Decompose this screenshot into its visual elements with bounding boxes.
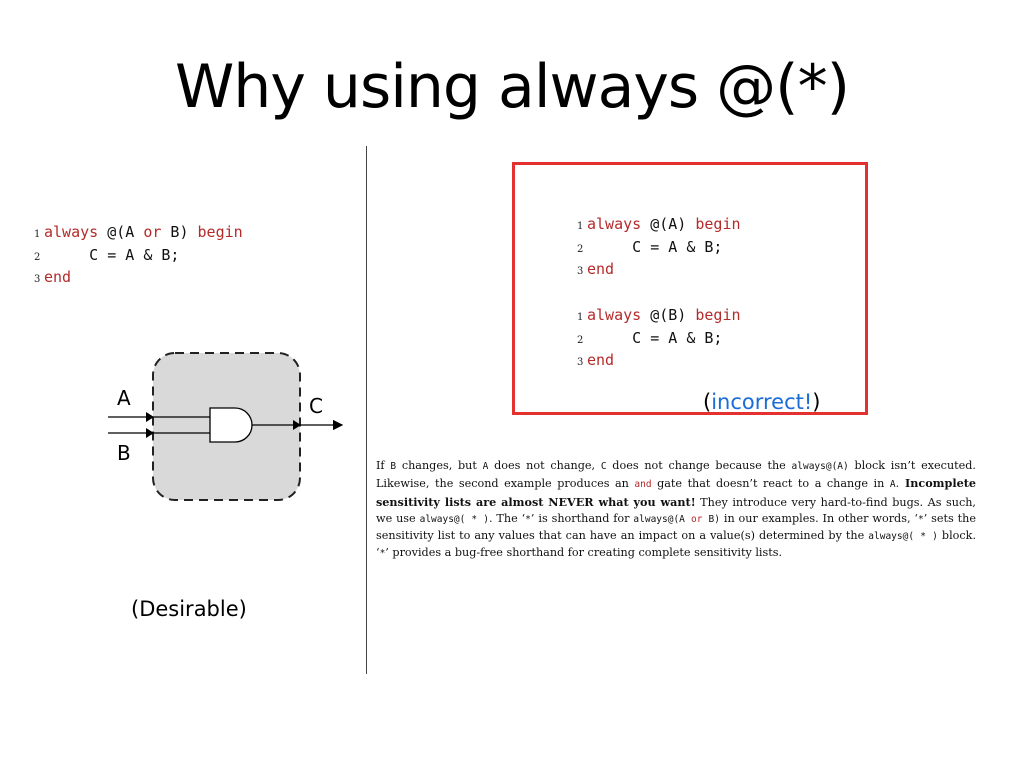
line-number: 2 [577,334,584,346]
explanation-paragraph [376,458,976,563]
input-label-a: A [117,386,131,410]
code-keyword: and [634,479,652,491]
bold-warning: Incomplete sensitivity lists are almost NEVER what you want! [376,476,976,509]
keyword: always [587,306,642,324]
keyword: begin [695,215,741,233]
line-number: 3 [577,266,584,277]
code-line-3 [577,258,741,281]
keyword: end [587,351,615,369]
keyword: always [587,215,642,233]
code-token: C [600,461,607,472]
code-text: @(A [98,223,144,241]
text: ’ is shorthand for [530,511,634,525]
keyword: begin [197,223,243,241]
code-token: * [917,513,924,525]
code-text: B) [161,223,198,241]
line-number: 1 [577,221,584,232]
code-text: C = A & B; [44,245,180,264]
code-token: * [379,548,386,560]
code-text: @(A) [641,215,696,233]
code-line-3 [34,266,243,289]
code-token: always@(A [633,513,691,525]
line-number: 2 [34,251,41,263]
and-gate [210,408,252,442]
incorrect-example-box [512,162,868,415]
slide-title: Why using always @(*) [174,52,849,122]
right-code-block-1 [577,213,741,281]
text: does not change because the [606,459,792,472]
text: gate that doesn’t react to a change in [651,477,890,491]
line-number: 1 [34,229,41,240]
code-line-3 [577,349,741,372]
code-keyword: or [690,513,703,525]
code-token: B) [702,513,720,525]
code-token: B [390,461,397,472]
code-token: always@(A) [791,461,849,472]
text: ’ provides a bug-free shorthand for creating complete sensitivity lists. [385,546,783,560]
text: Likewise, the second example produces an [376,477,635,491]
keyword: end [587,260,615,278]
code-token: A [889,479,896,491]
code-line-1 [34,221,243,244]
text: ’ sets the sensitivity list to any values that can have an impact on a value(s) determined by the [376,511,976,543]
text: . The ‘ [488,511,526,525]
line-number: 2 [577,243,584,255]
text: block. ‘ [376,529,976,560]
code-line-1 [577,304,741,327]
vertical-divider [366,146,367,674]
incorrect-word: incorrect! [711,390,813,414]
paren-open: ( [703,390,712,414]
desirable-caption: (Desirable) [131,597,247,621]
text: . [895,477,900,491]
right-code-block-2 [577,304,741,372]
input-label-b: B [117,441,131,465]
code-text: C = A & B; [587,237,723,256]
paren-close: ) [812,390,821,414]
text: They introduce very hard-to-find bugs. As such, we use [376,495,976,525]
and-gate-diagram [100,345,360,510]
keyword: always [44,223,99,241]
code-text: @(B) [641,306,696,324]
line-number: 3 [34,274,41,285]
code-token: always@( * ) [868,531,938,543]
left-code-block [34,221,243,289]
code-line-2 [577,236,741,259]
line-number: 3 [577,357,584,368]
code-text: C = A & B; [587,328,723,347]
text: block isn’t executed. [848,459,976,472]
text: If [376,459,391,472]
code-line-1 [577,213,741,236]
code-token: * [525,513,531,525]
text: in our examples. In other words, ‘ [719,511,918,525]
text: changes, but [396,459,483,472]
output-label-c: C [309,394,323,418]
code-token: always@( * ) [419,513,489,525]
code-line-2 [34,244,243,267]
keyword: end [44,268,72,286]
keyword: begin [695,306,741,324]
keyword: or [143,223,162,241]
line-number: 1 [577,312,584,323]
text: does not change, [488,459,601,472]
code-token: A [482,461,489,472]
code-line-2 [577,327,741,350]
incorrect-label [703,390,821,414]
